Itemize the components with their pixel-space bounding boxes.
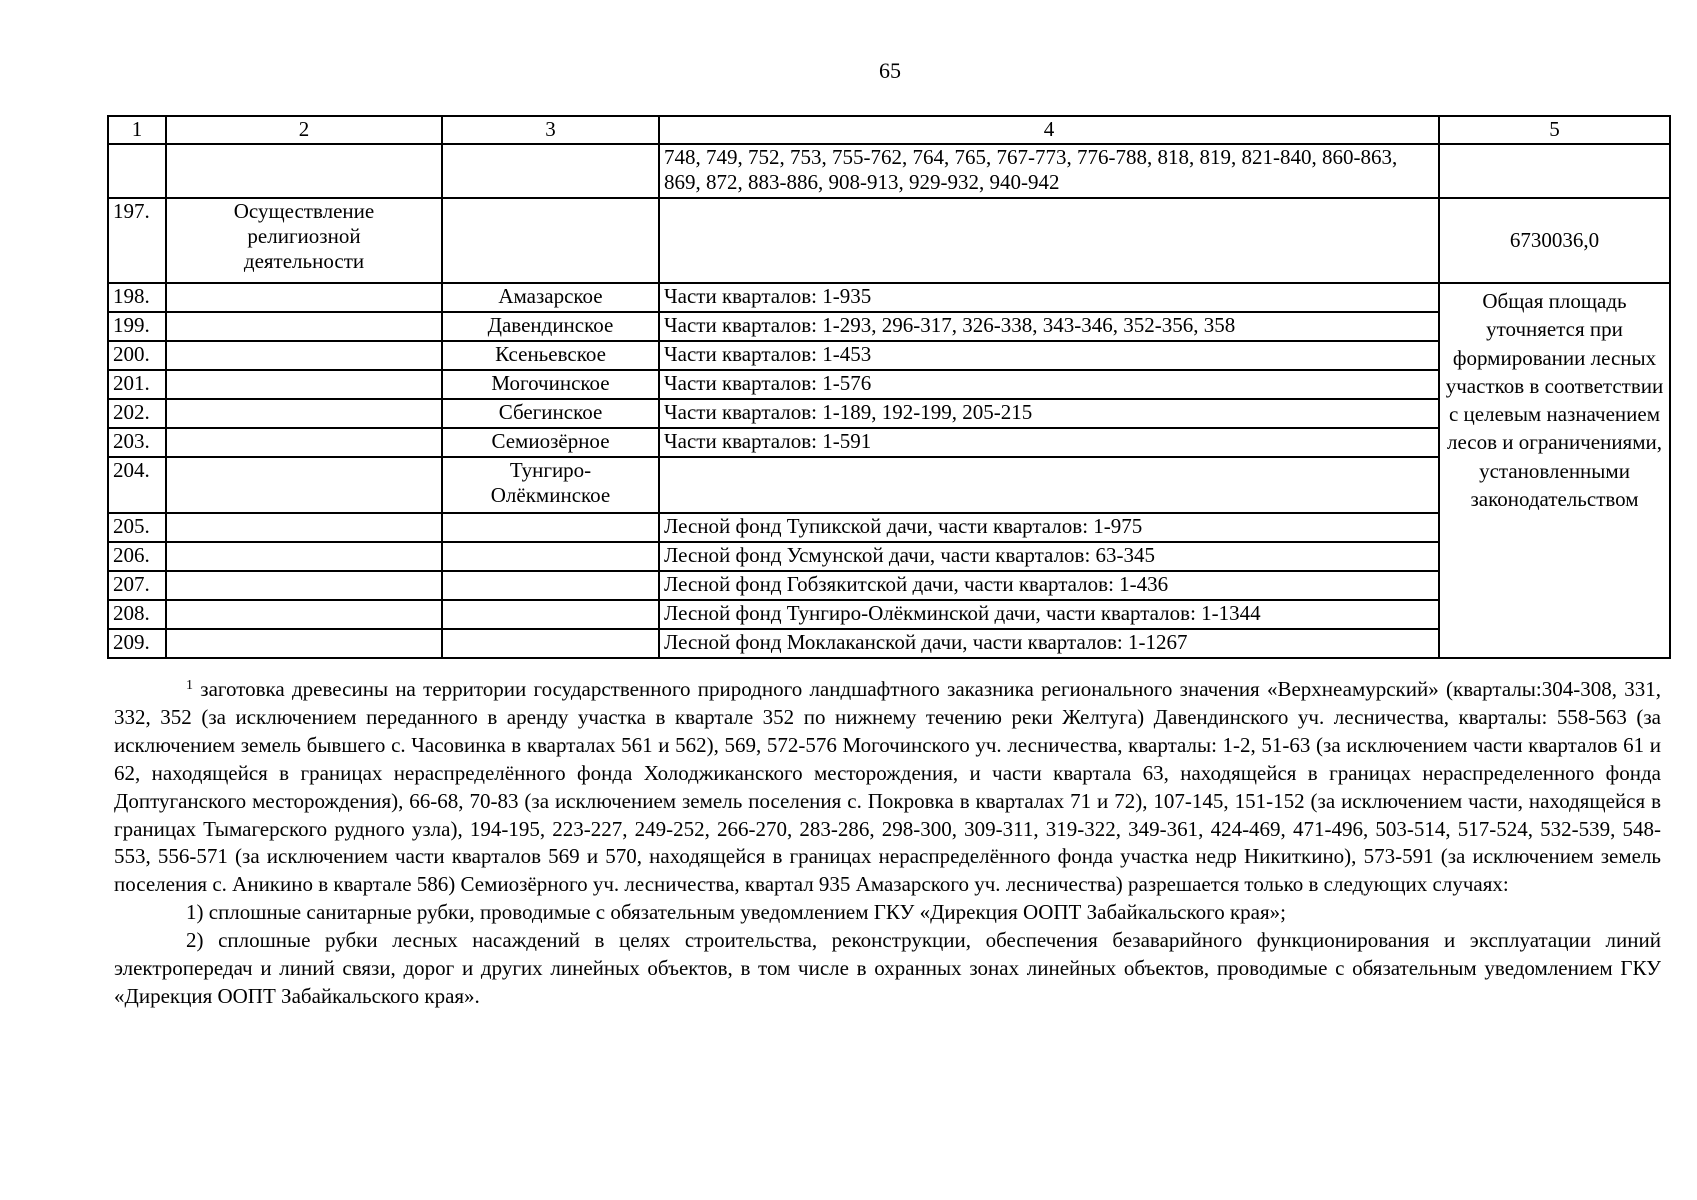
table-row-204 bbox=[108, 457, 1670, 513]
footnote-item-2: 2) сплошные рубки лесных насаждений в целях строительства, реконструкции, обеспечения безаварийного функционирования и эксплуатации линий электропередач и линий связи, дорог и других линейных объектов, в том числе в охранных зонах линейных объектов, проводимые с обязательным уведомлением ГКУ «Дирекция ООПТ Забайкальского края». bbox=[114, 928, 1661, 1008]
row-number-cell: 207. bbox=[108, 571, 166, 600]
purpose-cell: Осуществление религиозной деятельности bbox=[166, 198, 442, 283]
area-cell bbox=[1439, 144, 1670, 198]
quarters-cell: Лесной фонд Тупикской дачи, части кварталов: 1-975 bbox=[659, 513, 1439, 542]
row-number-cell: 206. bbox=[108, 542, 166, 571]
forestry-cell bbox=[442, 629, 659, 658]
table-row-209 bbox=[108, 629, 1670, 658]
table-row-205 bbox=[108, 513, 1670, 542]
column-number-5: 5 bbox=[1439, 116, 1670, 144]
row-number-cell: 204. bbox=[108, 457, 166, 513]
row-number-cell: 199. bbox=[108, 312, 166, 341]
footnote bbox=[114, 676, 1661, 1011]
page-number: 65 bbox=[879, 58, 901, 83]
forestry-cell bbox=[442, 542, 659, 571]
purpose-cell bbox=[166, 399, 442, 428]
area-cell: 6730036,0 bbox=[1439, 198, 1670, 283]
row-number-cell: 197. bbox=[108, 198, 166, 283]
footnote-main-text: заготовка древесины на территории государственного природного ландшафтного заказника регионального значения «Верхнеамурский» (кварталы:304-308, 331, 332, 352 (за исключением переданного в аренду участка в квартале 352 по нижнему течению реки Желтуга) Давендинского уч. лесничества, кварталы: 558-563 (за исключением земель бывшего с. Часовинка в кварталах 561 и 562), 569, 572-576 Могочинского уч. лесничества, кварталы: 1-2, 51-63 (за исключением части кварталов 61 и 62, находящейся в границах нераспределённого фонда Холоджиканского месторождения, и части квартала 63, находящейся в границах нераспределенного фонда Доптуганского месторождения), 66-68, 70-83 (за исключением земель поселения с. Покровка в кварталах 71 и 72), 107-145, 151-152 (за исключением части, находящейся в границах Тымагерского рудного узла), 194-195, 223-227, 249-252, 266-270, 283-286, 298-300, 309-311, 319-322, 349-361, 424-469, 471-496, 503-514, 517-524, 532-539, 548-553, 556-571 (за исключением части кварталов 569 и 570, находящейся в границах нераспределённого фонда участка недр Никиткино), 573-591 (за исключением земель поселения с. Аникино в квартале 586) Семиозёрного уч. лесничества, квартал 935 Амазарского уч. лесничества) разрешается только в следующих случаях: bbox=[114, 677, 1662, 897]
purpose-cell bbox=[166, 370, 442, 399]
row-number-cell: 205. bbox=[108, 513, 166, 542]
forestry-cell bbox=[442, 513, 659, 542]
row-number-cell: 208. bbox=[108, 600, 166, 629]
table-row-200 bbox=[108, 341, 1670, 370]
purpose-cell bbox=[166, 542, 442, 571]
table-row-199 bbox=[108, 312, 1670, 341]
row-number-cell: 201. bbox=[108, 370, 166, 399]
purpose-cell bbox=[166, 457, 442, 513]
forestry-cell bbox=[442, 571, 659, 600]
quarters-cell: Лесной фонд Тунгиро-Олёкминской дачи, части кварталов: 1-1344 bbox=[659, 600, 1439, 629]
table-row-201 bbox=[108, 370, 1670, 399]
quarters-cell: Части кварталов: 1-453 bbox=[659, 341, 1439, 370]
row-number-cell: 209. bbox=[108, 629, 166, 658]
forestry-cell: Давендинское bbox=[442, 312, 659, 341]
quarters-cell: Лесной фонд Моклаканской дачи, части кварталов: 1-1267 bbox=[659, 629, 1439, 658]
quarters-cell: Части кварталов: 1-591 bbox=[659, 428, 1439, 457]
purpose-cell bbox=[166, 513, 442, 542]
purpose-cell bbox=[166, 144, 442, 198]
column-number-2: 2 bbox=[166, 116, 442, 144]
forestry-cell: Ксеньевское bbox=[442, 341, 659, 370]
table-row-continuation bbox=[108, 144, 1670, 198]
table-row-203 bbox=[108, 428, 1670, 457]
quarters-cell bbox=[659, 198, 1439, 283]
row-number-cell bbox=[108, 144, 166, 198]
area-note-cell: Общая площадь уточняется при формировании лесных участков в соответствии с целевым назначением лесов и ограничениями, установленными законодательством bbox=[1439, 283, 1670, 658]
table-row-197 bbox=[108, 198, 1670, 283]
forestry-cell bbox=[442, 198, 659, 283]
purpose-cell bbox=[166, 600, 442, 629]
purpose-cell bbox=[166, 341, 442, 370]
quarters-cell: Части кварталов: 1-576 bbox=[659, 370, 1439, 399]
quarters-cell bbox=[659, 457, 1439, 513]
forestry-cell bbox=[442, 600, 659, 629]
forest-quarters-table bbox=[107, 115, 1671, 659]
quarters-cell: Части кварталов: 1-935 bbox=[659, 283, 1439, 312]
purpose-cell bbox=[166, 312, 442, 341]
table-row-207 bbox=[108, 571, 1670, 600]
quarters-cell: Части кварталов: 1-189, 192-199, 205-215 bbox=[659, 399, 1439, 428]
forestry-cell bbox=[442, 144, 659, 198]
table-header-row bbox=[108, 116, 1670, 144]
forestry-cell: Амазарское bbox=[442, 283, 659, 312]
quarters-cell: 748, 749, 752, 753, 755-762, 764, 765, 767-773, 776-788, 818, 819, 821-840, 860-863, 869, 872, 883-886, 908-913, 929-932, 940-942 bbox=[659, 144, 1439, 198]
row-number-cell: 198. bbox=[108, 283, 166, 312]
table-row-202 bbox=[108, 399, 1670, 428]
column-number-4: 4 bbox=[659, 116, 1439, 144]
column-number-3: 3 bbox=[442, 116, 659, 144]
table-row-206 bbox=[108, 542, 1670, 571]
row-number-cell: 200. bbox=[108, 341, 166, 370]
purpose-cell bbox=[166, 283, 442, 312]
quarters-cell: Лесной фонд Гобзякитской дачи, части кварталов: 1-436 bbox=[659, 571, 1439, 600]
purpose-cell bbox=[166, 428, 442, 457]
footnote-item-1: 1) сплошные санитарные рубки, проводимые с обязательным уведомлением ГКУ «Дирекция ООПТ Забайкальского края»; bbox=[186, 900, 1286, 925]
column-number-1: 1 bbox=[108, 116, 166, 144]
quarters-cell: Части кварталов: 1-293, 296-317, 326-338, 343-346, 352-356, 358 bbox=[659, 312, 1439, 341]
table-row-208 bbox=[108, 600, 1670, 629]
row-number-cell: 203. bbox=[108, 428, 166, 457]
quarters-cell: Лесной фонд Усмунской дачи, части кварталов: 63-345 bbox=[659, 542, 1439, 571]
purpose-cell bbox=[166, 571, 442, 600]
purpose-cell bbox=[166, 629, 442, 658]
footnote-main-paragraph bbox=[114, 676, 1661, 899]
forestry-cell: Семиозёрное bbox=[442, 428, 659, 457]
footnote-marker: 1 bbox=[186, 678, 193, 693]
forestry-cell: Тунгиро-Олёкминское bbox=[442, 457, 659, 513]
table-row-198 bbox=[108, 283, 1670, 312]
row-number-cell: 202. bbox=[108, 399, 166, 428]
forestry-cell: Сбегинское bbox=[442, 399, 659, 428]
forestry-cell: Могочинское bbox=[442, 370, 659, 399]
